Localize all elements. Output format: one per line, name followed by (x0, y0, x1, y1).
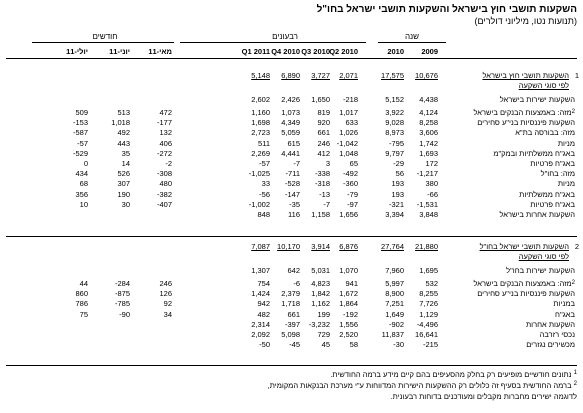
row-label (415, 339, 575, 350)
table-cell: -492 (342, 169, 358, 179)
table-cell: 16,641 (415, 330, 438, 339)
group-line-months (32, 42, 174, 43)
table-cell: 511 (258, 138, 270, 148)
table-cell: 2,426 (281, 95, 300, 104)
table-cell: -50 (259, 340, 270, 350)
column-header: Q1 2011 (241, 47, 270, 56)
table-cell: 4,349 (281, 118, 300, 128)
table-cell: 434 (75, 169, 88, 179)
table-row (0, 339, 583, 350)
table-cell: 5,031 (311, 266, 330, 275)
table-cell: 754 (257, 279, 270, 288)
table-cell: 406 (159, 138, 172, 148)
table-cell: 4,124 (419, 108, 438, 117)
table-cell: 5,997 (385, 279, 404, 288)
table-cell: -7 (323, 199, 330, 209)
row-label-text: מזה: בחו"ל (540, 169, 575, 179)
table-cell: 126 (159, 289, 172, 299)
section-subtitle-row (0, 251, 583, 262)
row-label-text: השקעות אחרות בישראל (499, 210, 575, 219)
table-cell: -1,002 (248, 199, 270, 209)
footnote-marker: 2 (571, 109, 575, 115)
row-label (415, 265, 575, 276)
table-cell: 1,070 (339, 266, 358, 275)
table-cell: 172 (425, 159, 438, 168)
table-cell: 1,017 (339, 108, 358, 117)
table-cell: 2,602 (251, 95, 270, 104)
table-cell: 17,575 (381, 71, 404, 80)
table-cell: 509 (75, 108, 88, 117)
column-header: יולי-11 (66, 47, 88, 56)
table-cell: 1,649 (385, 309, 404, 319)
footnote-number: 1 (573, 370, 577, 376)
table-cell: -192 (342, 309, 358, 319)
footnote-text: נתונים חודשיים מופיעים רק בחלק מהסעיפים בהם קיים מידע ברמה החודשית. (330, 370, 572, 379)
row-label-text: מזה: בבורסה בת"א (515, 128, 575, 138)
table-cell: 2,379 (281, 289, 300, 299)
table-cell: 482 (257, 309, 270, 319)
table-cell: 1,698 (251, 118, 270, 128)
row-label-text: באג"ח פרטיות (530, 159, 575, 168)
table-cell: 3,914 (311, 242, 330, 251)
table-cell: 9,028 (385, 118, 404, 128)
footnote (268, 381, 577, 390)
table-cell: -7 (293, 159, 300, 168)
row-label-text: מזה: באמצעות הבנקים בישראל (473, 279, 572, 288)
table-cell: 1,556 (339, 319, 358, 329)
table-cell: 27,764 (381, 242, 404, 251)
table-cell: -528 (284, 179, 300, 189)
table-cell: 1,162 (311, 299, 330, 309)
table-cell: 44 (79, 279, 88, 288)
table-cell: -57 (259, 159, 270, 168)
header-rule (6, 58, 577, 59)
table-cell: 8,255 (419, 289, 438, 299)
table-cell: 199 (317, 309, 330, 319)
table-cell: -338 (314, 169, 330, 179)
column-header: Q2 2010 (329, 47, 358, 56)
table-cell: 8,900 (385, 289, 404, 299)
table-cell: 3,922 (385, 108, 404, 117)
table-cell: 1,693 (419, 148, 438, 158)
table-cell: 4,441 (281, 148, 300, 158)
table-cell: 513 (117, 108, 130, 117)
row-label-text: השקעות אחרות (525, 319, 575, 329)
table-cell: -215 (422, 340, 438, 350)
footnote (391, 392, 577, 401)
row-label-text: השקעות ישירות בחו"ל (506, 266, 575, 275)
table-cell: 11,837 (381, 330, 404, 339)
table-cell: 21,880 (415, 242, 438, 251)
table-cell: -13 (319, 189, 330, 199)
table-cell: 1,742 (419, 138, 438, 148)
table-cell: 10,170 (277, 242, 300, 251)
table-cell: -529 (72, 148, 88, 158)
table-cell: 1,656 (339, 210, 358, 219)
table-cell: 246 (317, 138, 330, 148)
table-cell: 8,258 (419, 118, 438, 128)
table-cell: -3,232 (308, 319, 330, 329)
table-cell: 633 (345, 118, 358, 128)
table-cell: 58 (349, 340, 358, 350)
table-cell: 10 (79, 199, 88, 209)
table-cell: -66 (427, 189, 438, 199)
section-title: השקעות תושבי ישראל בחו"ל (479, 242, 569, 251)
table-cell: 472 (159, 108, 172, 117)
table-cell: -1,531 (416, 199, 438, 209)
row-label-text: השקעות ישירות בישראל (499, 95, 575, 104)
row-label (415, 209, 575, 220)
row-label-text: מניות (557, 138, 575, 148)
table-cell: 1,650 (311, 95, 330, 104)
table-cell: 2,071 (339, 71, 358, 80)
column-header: מאי-11 (148, 47, 172, 56)
table-cell: 532 (425, 279, 438, 288)
row-label-text: מכשירים נגזרים (526, 340, 575, 350)
section-subtitle-row (0, 80, 583, 91)
table-cell: -360 (342, 179, 358, 189)
table-cell: 307 (117, 179, 130, 189)
table-cell: 526 (117, 169, 130, 179)
table-cell: -29 (393, 159, 404, 168)
section-title: השקעות תושבי חוץ בישראל (482, 71, 569, 80)
table-cell: 661 (317, 128, 330, 138)
table-row (0, 209, 583, 220)
row-label-text: במניות (553, 299, 575, 309)
table-cell: 1,018 (111, 118, 130, 128)
table-cell: 35 (121, 148, 130, 158)
row-label-text: באג"ח (555, 309, 575, 319)
section-subtitle: לפי סוגי השקעה (518, 81, 569, 90)
table-cell: -795 (388, 138, 404, 148)
table-cell: 30 (121, 199, 130, 209)
table-cell: 45 (321, 340, 330, 350)
table-cell: -153 (72, 118, 88, 128)
row-label-text: מזה: באמצעות הבנקים בישראל (473, 108, 572, 117)
table-cell: 8,973 (385, 128, 404, 138)
table-cell: 356 (75, 189, 88, 199)
table-cell: -218 (342, 95, 358, 104)
table-cell: 0 (83, 159, 88, 168)
group-header-months: חודשים (92, 32, 118, 41)
table-cell: -35 (289, 199, 300, 209)
table-cell: -57 (77, 138, 88, 148)
table-cell: -308 (156, 169, 172, 179)
table-cell: 1,307 (251, 266, 270, 275)
row-label-text: מניות (557, 179, 575, 189)
table-cell: 7,960 (385, 266, 404, 275)
table-cell: 7,251 (385, 299, 404, 309)
table-cell: 480 (159, 179, 172, 189)
table-cell: 92 (163, 299, 172, 309)
table-cell: 848 (257, 210, 270, 219)
table-cell: -1,042 (336, 138, 358, 148)
table-cell: -97 (347, 199, 358, 209)
table-cell: -272 (156, 148, 172, 158)
table-row (0, 94, 583, 105)
table-bottom-rule (6, 365, 577, 366)
table-cell: 193 (391, 189, 404, 199)
section-number: 2 (574, 242, 579, 251)
table-cell: 3,394 (385, 210, 404, 219)
table-cell: 6,876 (339, 242, 358, 251)
table-cell: 34 (163, 309, 172, 319)
table-cell: -79 (347, 189, 358, 199)
table-cell: 5,152 (385, 95, 404, 104)
table-cell: 3,848 (419, 210, 438, 219)
table-cell: 1,842 (311, 289, 330, 299)
footnote-number: 2 (573, 381, 577, 387)
table-cell: 412 (317, 148, 330, 158)
row-label-text: באג"ח ממשלתיות ובמק"מ (493, 148, 575, 158)
group-header-year: שנה (404, 32, 420, 41)
table-cell: 3,606 (419, 128, 438, 138)
table-cell: 1,048 (339, 148, 358, 158)
table-cell: 443 (117, 138, 130, 148)
table-cell: -711 (285, 169, 300, 179)
table-cell: -587 (72, 128, 88, 138)
table-cell: -4,496 (416, 319, 438, 329)
table-cell: -90 (119, 309, 130, 319)
table-cell: 2,269 (251, 148, 270, 158)
table-cell: 2,314 (251, 319, 270, 329)
group-header-quarters: רבעונים (272, 32, 298, 41)
table-cell: 132 (159, 128, 172, 138)
table-cell: 68 (79, 179, 88, 189)
table-cell: 2,092 (251, 330, 270, 339)
column-header: 2009 (421, 47, 438, 56)
table-cell: -56 (259, 189, 270, 199)
table-cell: 941 (345, 279, 358, 288)
table-cell: 1,129 (419, 309, 438, 319)
page-title: השקעות תושבי חוץ בישראל והשקעות תושבי ישראל בחו"ל (316, 4, 577, 15)
table-cell: 729 (317, 330, 330, 339)
table-cell: -177 (156, 118, 172, 128)
section-number: 1 (574, 71, 579, 80)
section-divider (6, 236, 577, 237)
table-row (0, 265, 583, 276)
table-cell: -382 (156, 189, 172, 199)
table-cell: -1,025 (248, 169, 270, 179)
table-cell: -785 (114, 299, 130, 309)
table-cell: 1,073 (281, 108, 300, 117)
table-cell: 819 (317, 108, 330, 117)
table-cell: 2,520 (339, 330, 358, 339)
table-cell: -407 (156, 199, 172, 209)
table-cell: 3,727 (311, 71, 330, 80)
table-cell: 1,864 (339, 299, 358, 309)
table-cell: -45 (289, 340, 300, 350)
table-cell: 786 (75, 299, 88, 309)
table-cell: 7,087 (251, 242, 270, 251)
table-cell: 33 (261, 179, 270, 189)
row-label-text: השקעות פיננסיות בני"ע סחירים (477, 118, 575, 128)
table-cell: 4,823 (311, 279, 330, 288)
table-cell: 9,797 (385, 148, 404, 158)
table-cell: 6,890 (281, 71, 300, 80)
row-label (415, 94, 575, 105)
table-cell: 920 (317, 118, 330, 128)
row-label-text: השקעות פיננסיות בני"ע סחירים (477, 289, 575, 299)
group-line-quarters (180, 42, 366, 43)
table-cell: 10,676 (415, 71, 438, 80)
table-cell: 75 (79, 309, 88, 319)
footnote-marker: 2 (571, 280, 575, 286)
table-cell: 1,718 (281, 299, 300, 309)
column-header: Q3 2010 (301, 47, 330, 56)
row-label-text: נכסי רזרבה (539, 330, 575, 339)
table-cell: 492 (117, 128, 130, 138)
section-subtitle: לפי סוגי השקעה (518, 252, 569, 261)
table-cell: -875 (114, 289, 130, 299)
footnote-text: לדוגמה ישירים מחברות מקבלים ומעודכנים בדוחות רבעונית. (390, 392, 577, 401)
table-cell: 2,723 (251, 128, 270, 138)
table-cell: 1,695 (419, 266, 438, 275)
table-cell: 4,438 (419, 95, 438, 104)
table-cell: 5,059 (281, 128, 300, 138)
column-header: 2010 (387, 47, 404, 56)
table-cell: 56 (395, 169, 404, 179)
table-cell: -318 (314, 179, 330, 189)
footnote (330, 370, 577, 379)
table-cell: 116 (288, 210, 300, 219)
table-cell: -30 (393, 340, 404, 350)
table-cell: -902 (388, 319, 404, 329)
row-label-text: באג"ח ממשלתיות (519, 189, 575, 199)
column-header: Q4 2010 (271, 47, 300, 56)
table-cell: -284 (114, 279, 130, 288)
table-cell: 5,148 (251, 71, 270, 80)
table-cell: 1,424 (251, 289, 270, 299)
table-cell: 642 (287, 266, 300, 275)
table-cell: 3 (325, 159, 330, 168)
table-cell: 1,158 (311, 210, 330, 219)
table-cell: 860 (75, 289, 88, 299)
table-cell: 193 (391, 179, 404, 189)
page-subtitle: (תנועות נטו, מיליוני דולרים) (474, 16, 577, 26)
table-cell: 246 (159, 279, 172, 288)
table-cell: 190 (117, 189, 130, 199)
table-cell: -2 (165, 159, 172, 168)
table-cell: 5,098 (281, 330, 300, 339)
footnote-text: ברמה החודשית בסעיף זה כלולים רק ההשקעות הישירות המדווחות ע"י מערכת הבנקאות המקומית, (267, 381, 572, 390)
table-cell: 661 (287, 309, 300, 319)
table-cell: -321 (388, 199, 404, 209)
table-cell: 65 (349, 159, 358, 168)
table-cell: -6 (293, 279, 300, 288)
table-cell: 14 (121, 159, 130, 168)
table-cell: -147 (284, 189, 300, 199)
table-cell: 615 (287, 138, 300, 148)
group-line-year (378, 42, 446, 43)
table-cell: 1,672 (339, 289, 358, 299)
table-cell: -397 (284, 319, 300, 329)
table-cell: 942 (257, 299, 270, 309)
row-label-text: באג"ח פרטיות (530, 199, 575, 209)
table-cell: 1,160 (251, 108, 270, 117)
table-cell: 380 (425, 179, 438, 189)
table-cell: 7,726 (419, 299, 438, 309)
table-cell: -1,217 (416, 169, 438, 179)
table-cell: 1,026 (339, 128, 358, 138)
column-header: יוני-11 (109, 47, 130, 56)
